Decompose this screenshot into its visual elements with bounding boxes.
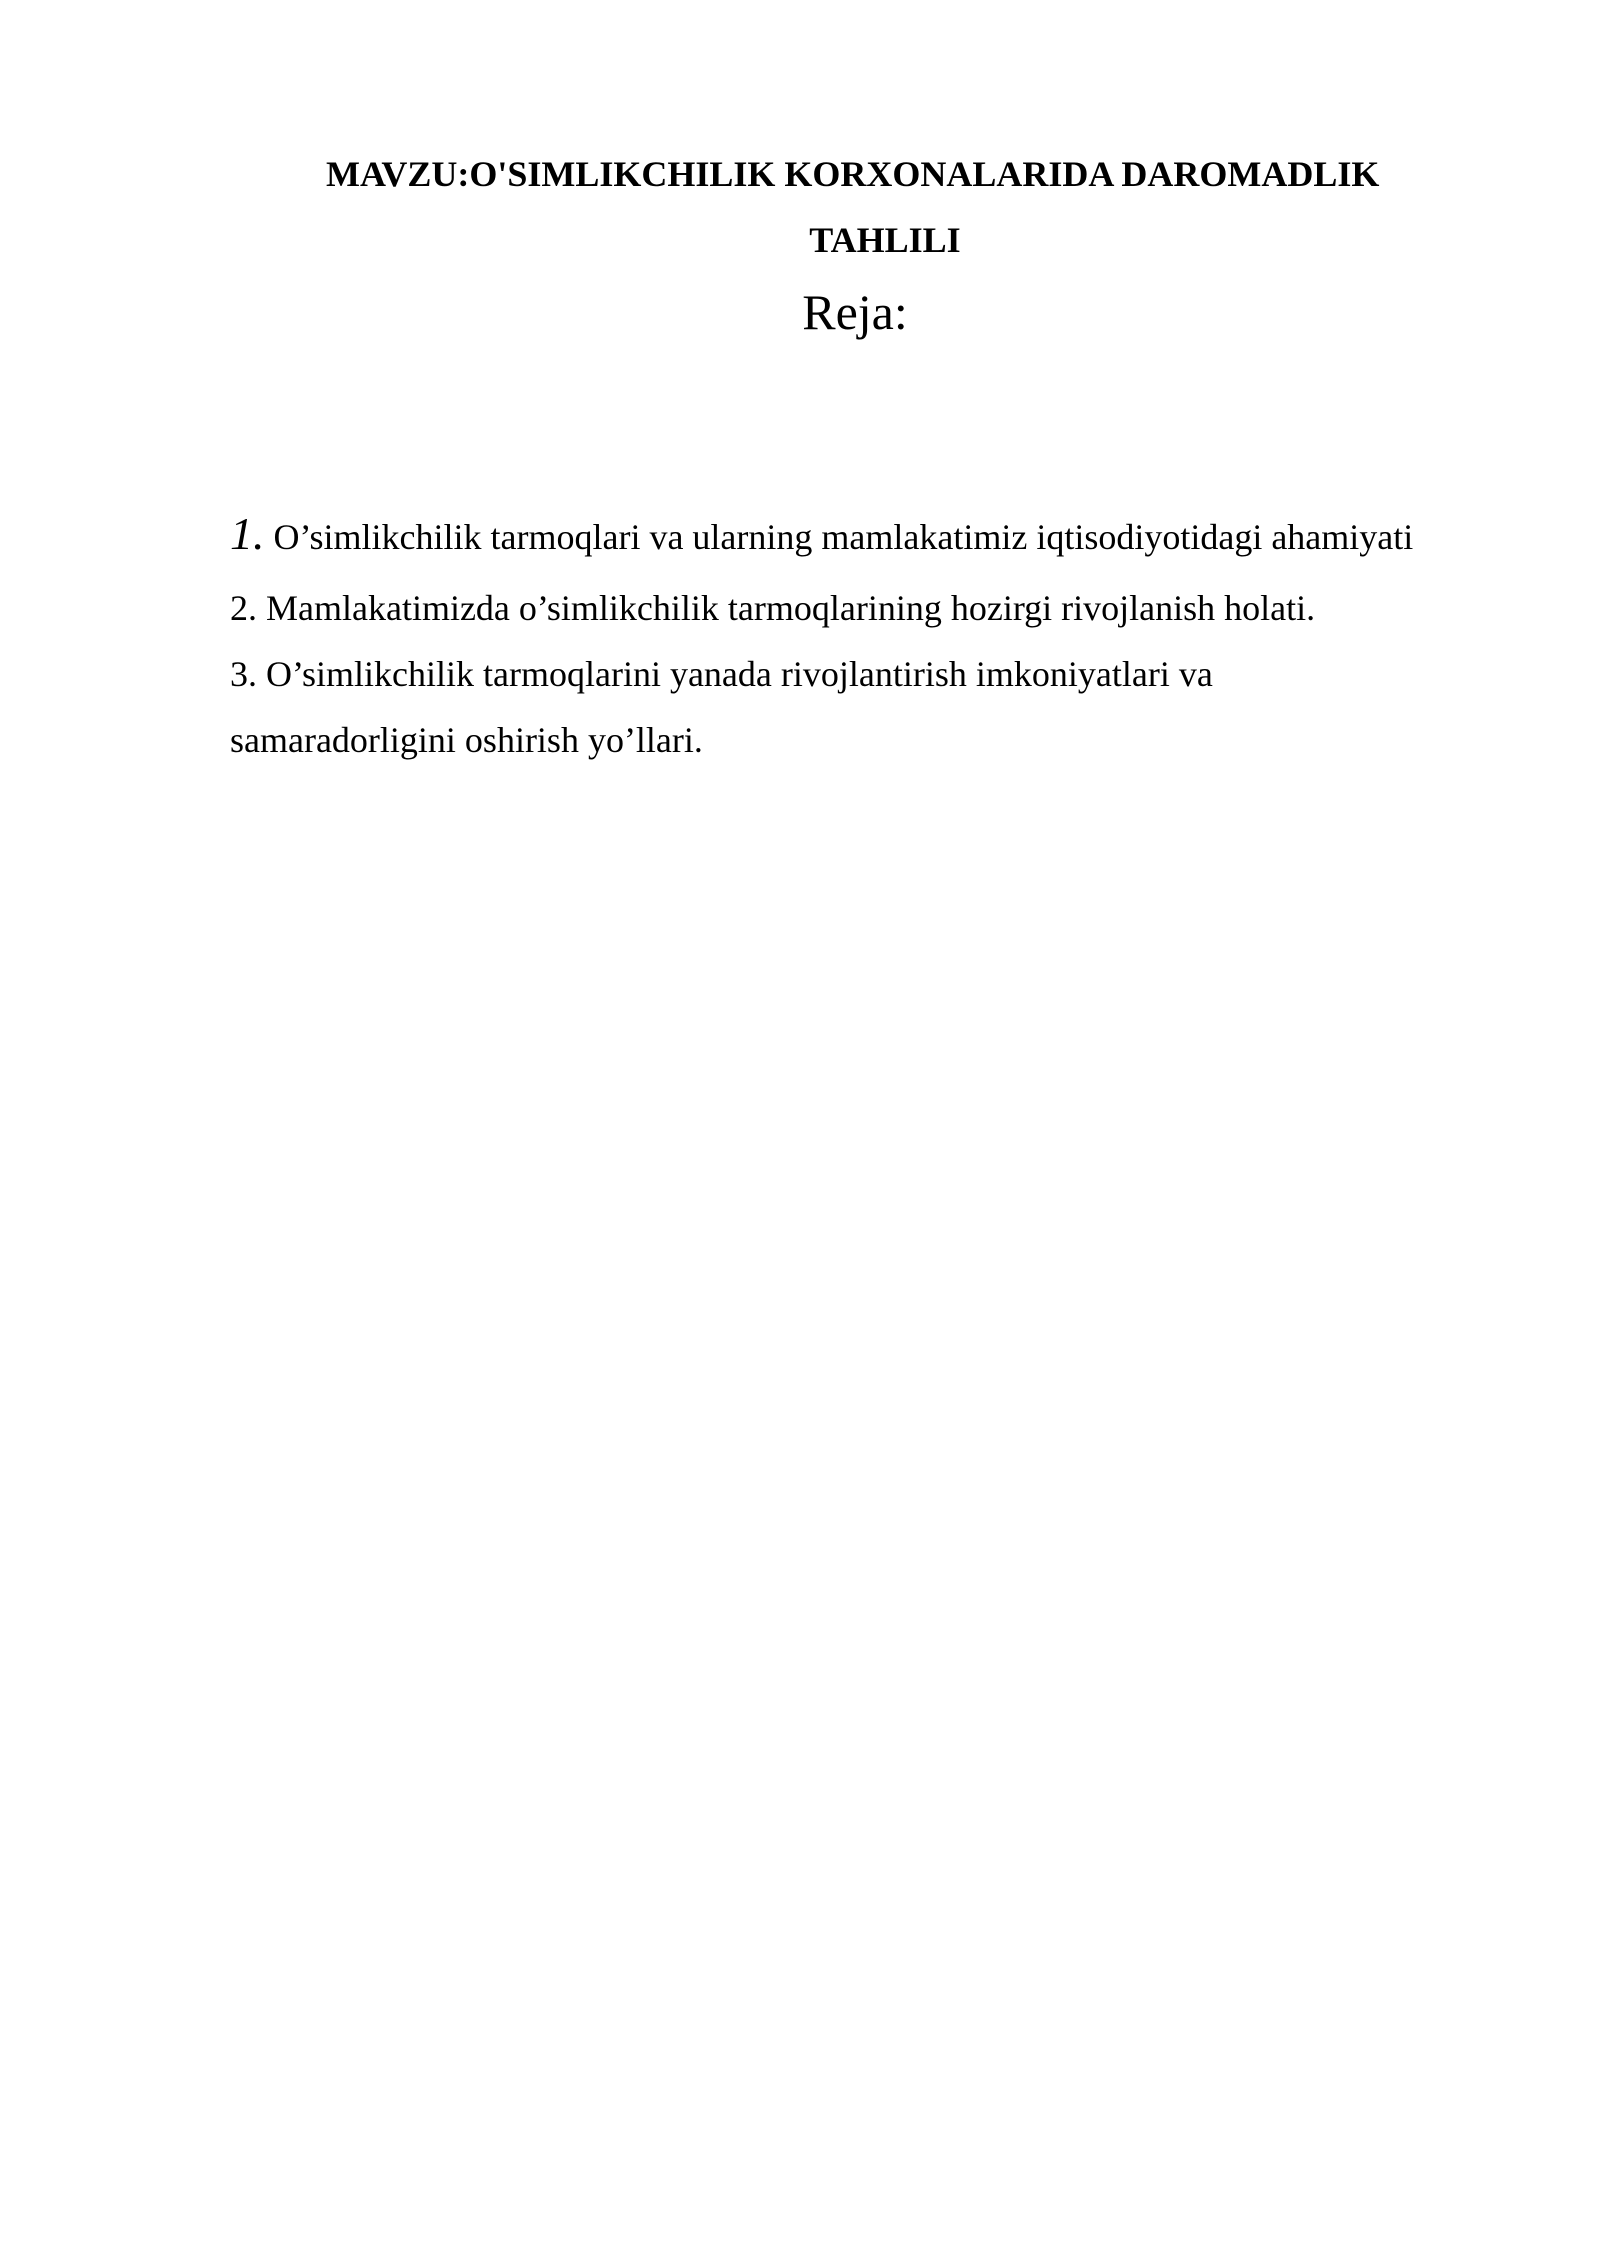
document-title: MAVZU:O'SIMLIKCHILIK KORXONALARIDA DAROMADLIK bbox=[326, 154, 1380, 194]
plan-item-2: 2. Mamlakatimizda o’simlikchilik tarmoqlarining hozirgi rivojlanish holati. bbox=[230, 588, 1316, 628]
plan-item-1 bbox=[230, 508, 1414, 559]
plan-item-1-number: 1. bbox=[230, 508, 265, 559]
document-title-continuation: TAHLILI bbox=[809, 220, 961, 260]
plan-item-3: 3. O’simlikchilik tarmoqlarini yanada rivojlantirish imkoniyatlari va bbox=[230, 654, 1213, 694]
plan-item-1-text: O’simlikchilik tarmoqlari va ularning mamlakatimiz iqtisodiyotidagi ahamiyati bbox=[264, 517, 1414, 557]
plan-heading: Reja: bbox=[802, 284, 908, 340]
plan-item-3-continuation: samaradorligini oshirish yo’llari. bbox=[230, 720, 703, 760]
